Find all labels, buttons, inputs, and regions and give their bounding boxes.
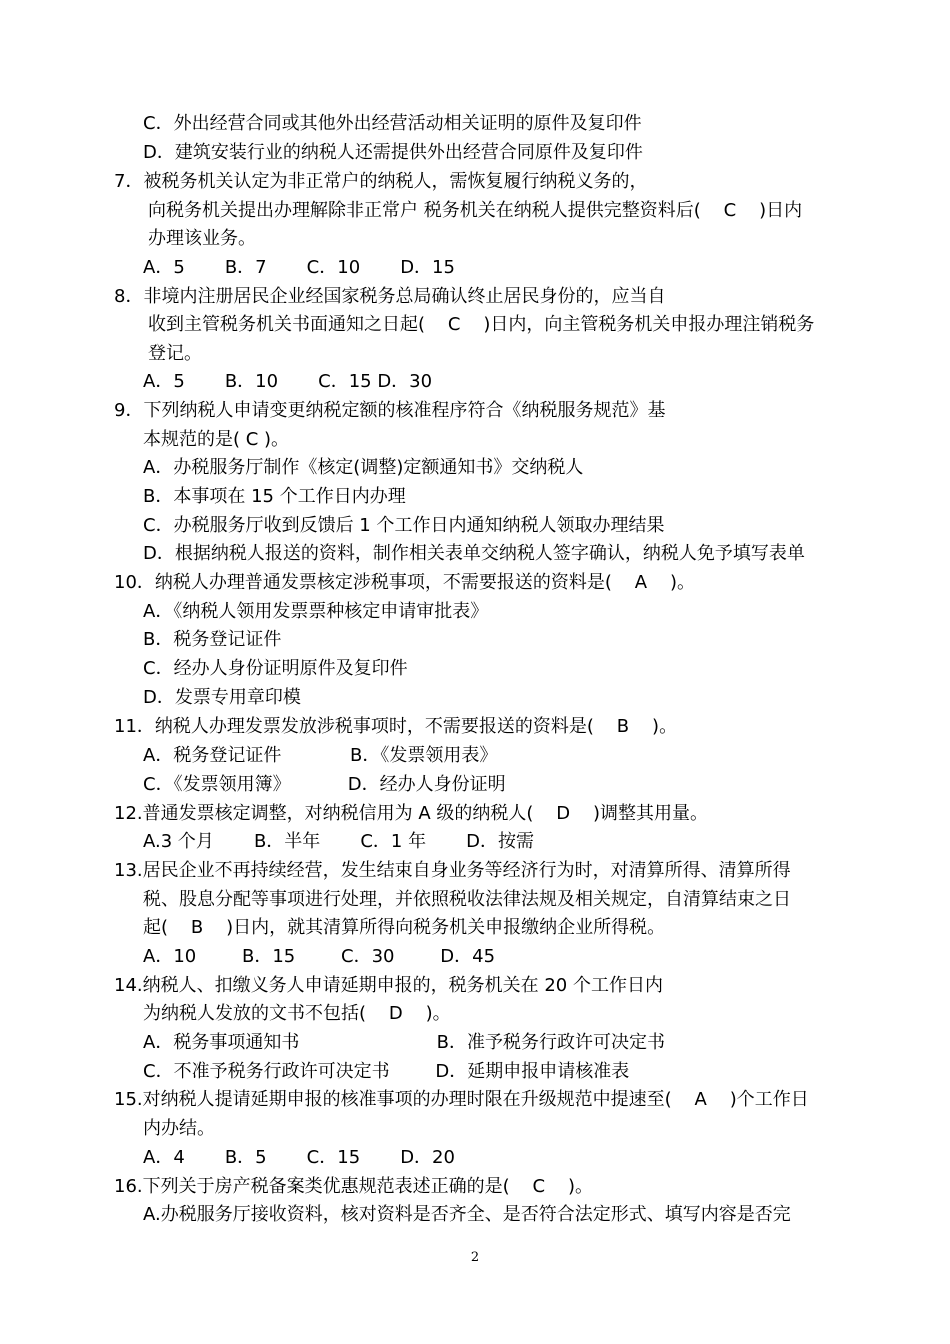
- question-line: 登记。: [148, 343, 202, 364]
- question-line: 14.纳税人、扣缴义务人申请延期申报的，税务机关在 20 个工作日内: [114, 975, 663, 996]
- option-line: A．办税服务厅制作《核定(调整)定额通知书》交纳税人: [143, 457, 584, 478]
- option-line: B．本事项在 15 个工作日内办理: [143, 486, 406, 507]
- question-line: 收到主管税务机关书面通知之日起( C )日内，向主管税务机关申报办理注销税务: [148, 314, 815, 335]
- option-line: A．4 B．5 C．15 D．20: [143, 1147, 455, 1168]
- question-line: 9．下列纳税人申请变更纳税定额的核准程序符合《纳税服务规范》基: [114, 400, 666, 421]
- question-line: 本规范的是( C )。: [143, 429, 290, 450]
- option-line: C．外出经营合同或其他外出经营活动相关证明的原件及复印件: [143, 113, 642, 134]
- question-line: 15.对纳税人提请延期申报的核准事项的办理时限在升级规范中提速至( A )个工作日: [114, 1089, 809, 1110]
- option-line: A．10 B．15 C．30 D．45: [143, 946, 496, 967]
- question-line: 内办结。: [143, 1118, 215, 1139]
- question-line: 10．纳税人办理普通发票核定涉税事项，不需要报送的资料是( A )。: [114, 572, 696, 593]
- question-line: 办理该业务。: [148, 228, 256, 249]
- option-line: A.办税服务厅接收资料，核对资料是否齐全、是否符合法定形式、填写内容是否完: [143, 1204, 791, 1225]
- option-line: A．税务事项通知书 B．准予税务行政许可决定书: [143, 1032, 665, 1053]
- option-line: A．税务登记证件 B．《发票领用表》: [143, 745, 498, 766]
- question-line: 16.下列关于房产税备案类优惠规范表述正确的是( C )。: [114, 1176, 594, 1197]
- option-line: A．5 B．10 C．15 D．30: [143, 371, 433, 392]
- question-line: 税、股息分配等事项进行处理，并依照税收法律法规及相关规定，自清算结束之日: [143, 889, 791, 910]
- question-line: 为纳税人发放的文书不包括( D )。: [143, 1003, 451, 1024]
- option-line: D．建筑安装行业的纳税人还需提供外出经营合同原件及复印件: [143, 142, 643, 163]
- question-line: 11．纳税人办理发票发放涉税事项时，不需要报送的资料是( B )。: [114, 716, 678, 737]
- option-line: C．《发票领用簿》 D．经办人身份证明: [143, 774, 506, 795]
- question-line: 7．被税务机关认定为非正常户的纳税人，需恢复履行纳税义务的，: [114, 171, 648, 192]
- option-line: D．发票专用章印模: [143, 687, 301, 708]
- question-line: 13.居民企业不再持续经营，发生结束自身业务等经济行为时，对清算所得、清算所得: [114, 860, 791, 881]
- option-line: B．税务登记证件: [143, 629, 282, 650]
- option-line: A．《纳税人领用发票票种核定申请审批表》: [143, 601, 489, 622]
- question-line: 起( B )日内，就其清算所得向税务机关申报缴纳企业所得税。: [143, 917, 666, 938]
- option-line: C．办税服务厅收到反馈后 1 个工作日内通知纳税人领取办理结果: [143, 515, 665, 536]
- question-line: 12.普通发票核定调整，对纳税信用为 A 级的纳税人( D )调整其用量。: [114, 803, 709, 824]
- question-line: 向税务机关提出办理解除非正常户 税务机关在纳税人提供完整资料后( C )日内: [148, 200, 803, 221]
- option-line: D．根据纳税人报送的资料，制作相关表单交纳税人签字确认，纳税人免予填写表单: [143, 543, 805, 564]
- option-line: C．不准予税务行政许可决定书 D．延期申报申请核准表: [143, 1061, 630, 1082]
- option-line: C．经办人身份证明原件及复印件: [143, 658, 408, 679]
- question-line: 8．非境内注册居民企业经国家税务总局确认终止居民身份的，应当自: [114, 286, 666, 307]
- option-line: A.3 个月 B．半年 C．1 年 D．按需: [143, 831, 534, 852]
- page-number: 2: [470, 1250, 480, 1265]
- option-line: A．5 B．7 C．10 D．15: [143, 257, 455, 278]
